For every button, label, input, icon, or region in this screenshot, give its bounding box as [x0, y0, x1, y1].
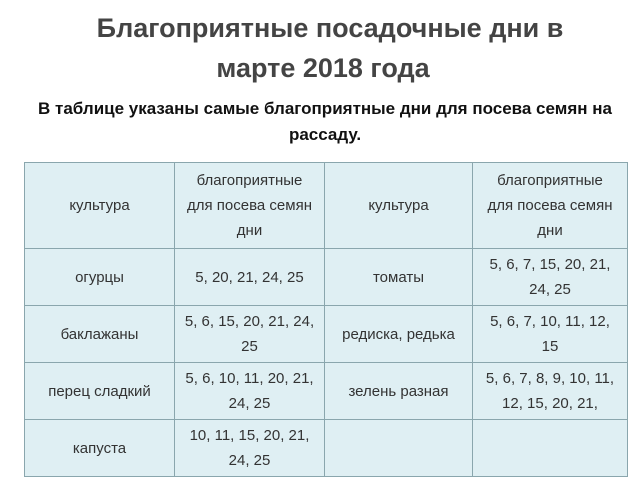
- crop-cell: капуста: [25, 420, 175, 477]
- page-title: [0, 8, 635, 88]
- header-days-1: благоприятные для посева семян дни: [175, 163, 325, 249]
- crop-cell: томаты: [325, 249, 473, 306]
- crop-cell: баклажаны: [25, 306, 175, 363]
- days-cell: 5, 6, 7, 8, 9, 10, 11, 12, 15, 20, 21,: [473, 363, 628, 420]
- crop-cell: перец сладкий: [25, 363, 175, 420]
- days-cell: 5, 6, 7, 10, 11, 12, 15: [473, 306, 628, 363]
- table-row: [25, 249, 628, 306]
- days-cell: 10, 11, 15, 20, 21, 24, 25: [175, 420, 325, 477]
- crop-cell: редиска, редька: [325, 306, 473, 363]
- page-title-line-2: марте 2018 года: [216, 53, 430, 83]
- page-title-line-1: Благоприятные посадочные дни в: [96, 13, 564, 43]
- table-row: [25, 420, 628, 477]
- days-cell: 5, 20, 21, 24, 25: [175, 249, 325, 306]
- header-crop-2: культура: [325, 163, 473, 249]
- intro-text: В таблице указаны самые благоприятные дни для посева семян на рассаду.: [38, 99, 612, 144]
- crop-cell: огурцы: [25, 249, 175, 306]
- days-cell: 5, 6, 7, 15, 20, 21, 24, 25: [473, 249, 628, 306]
- empty-cell: [325, 420, 473, 477]
- empty-cell: [473, 420, 628, 477]
- crop-cell: зелень разная: [325, 363, 473, 420]
- planting-days-table: [24, 162, 628, 477]
- table-row: [25, 363, 628, 420]
- days-cell: 5, 6, 15, 20, 21, 24, 25: [175, 306, 325, 363]
- table-row: [25, 306, 628, 363]
- header-crop-1: культура: [25, 163, 175, 249]
- header-days-2: благоприятные для посева семян дни: [473, 163, 628, 249]
- table-header-row: [25, 163, 628, 249]
- days-cell: 5, 6, 10, 11, 20, 21, 24, 25: [175, 363, 325, 420]
